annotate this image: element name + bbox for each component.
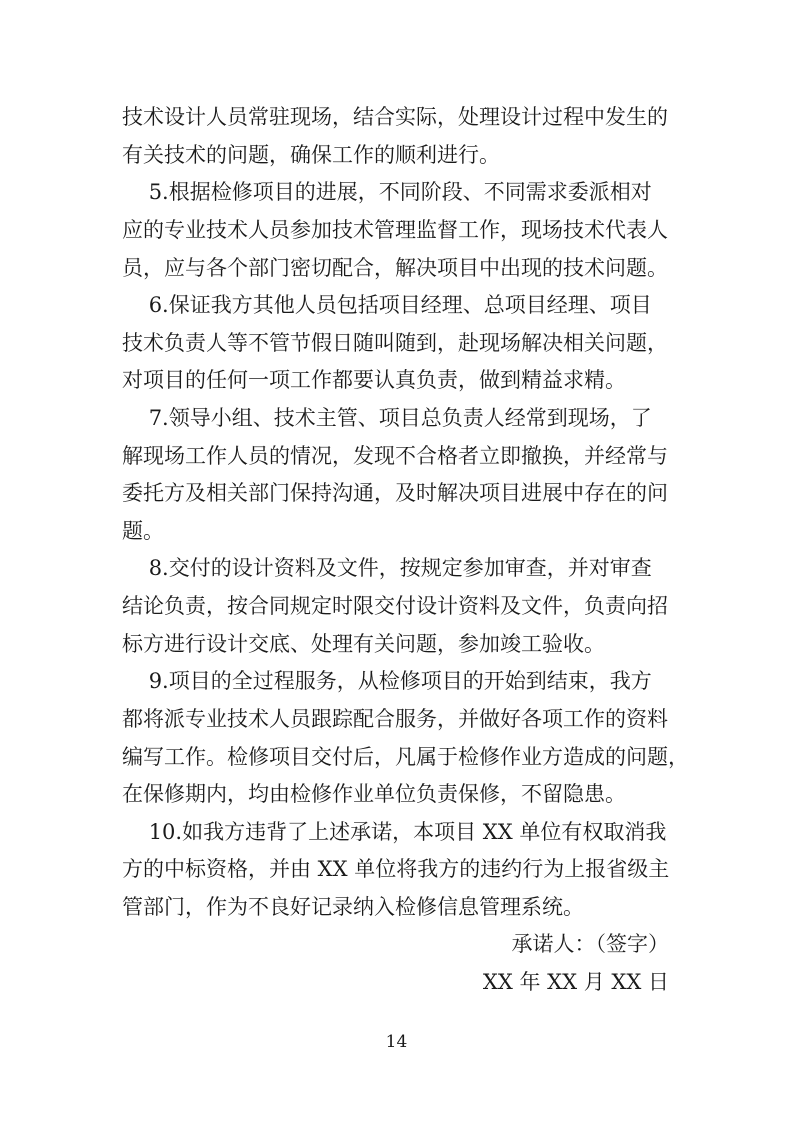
body-line: 有关技术的问题，确保工作的顺利进行。 xyxy=(122,143,500,167)
body-line: 5.根据检修项目的进展，不同阶段、不同需求委派相对 xyxy=(122,180,652,204)
body-line: 技术设计人员常驻现场，结合实际，处理设计过程中发生的 xyxy=(122,105,668,129)
body-line: 技术负责人等不管节假日随叫随到，赴现场解决相关问题， xyxy=(122,331,668,355)
body-line: 管部门，作为不良好记录纳入检修信息管理系统。 xyxy=(122,895,584,919)
body-line: 都将派专业技术人员跟踪配合服务，并做好各项工作的资料 xyxy=(122,707,668,731)
body-line: 10.如我方违背了上述承诺，本项目 XX 单位有权取消我 xyxy=(122,820,667,844)
body-line: 解现场工作人员的情况，发现不合格者立即撤换，并经常与 xyxy=(122,444,668,468)
body-line: 对项目的任何一项工作都要认真负责，做到精益求精。 xyxy=(122,368,626,392)
signature-label: 承诺人：（签字） xyxy=(511,932,669,956)
page-number: 14 xyxy=(385,1032,408,1052)
body-line: 方的中标资格，并由 XX 单位将我方的违约行为上报省级主 xyxy=(122,857,670,881)
body-line: 题。 xyxy=(122,519,164,543)
body-line: 委托方及相关部门保持沟通，及时解决项目进展中存在的问 xyxy=(122,481,668,505)
date-line: XX 年 XX 月 XX 日 xyxy=(482,970,669,994)
body-line: 标方进行设计交底、处理有关问题，参加竣工验收。 xyxy=(122,632,605,656)
body-line: 应的专业技术人员参加技术管理监督工作，现场技术代表人 xyxy=(122,218,668,242)
body-line: 7.领导小组、技术主管、项目总负责人经常到现场，了 xyxy=(122,406,652,430)
body-line: 员，应与各个部门密切配合，解决项目中出现的技术问题。 xyxy=(122,256,668,280)
body-line: 在保修期内，均由检修作业单位负责保修，不留隐患。 xyxy=(122,782,626,806)
body-line: 8.交付的设计资料及文件，按规定参加审查，并对审查 xyxy=(122,556,652,580)
body-line: 6.保证我方其他人员包括项目经理、总项目经理、项目 xyxy=(122,293,652,317)
body-line: 编写工作。检修项目交付后，凡属于检修作业方造成的问题， xyxy=(122,745,689,769)
body-line: 结论负责，按合同规定时限交付设计资料及文件，负责向招 xyxy=(122,594,668,618)
body-line: 9.项目的全过程服务，从检修项目的开始到结束，我方 xyxy=(122,669,652,693)
